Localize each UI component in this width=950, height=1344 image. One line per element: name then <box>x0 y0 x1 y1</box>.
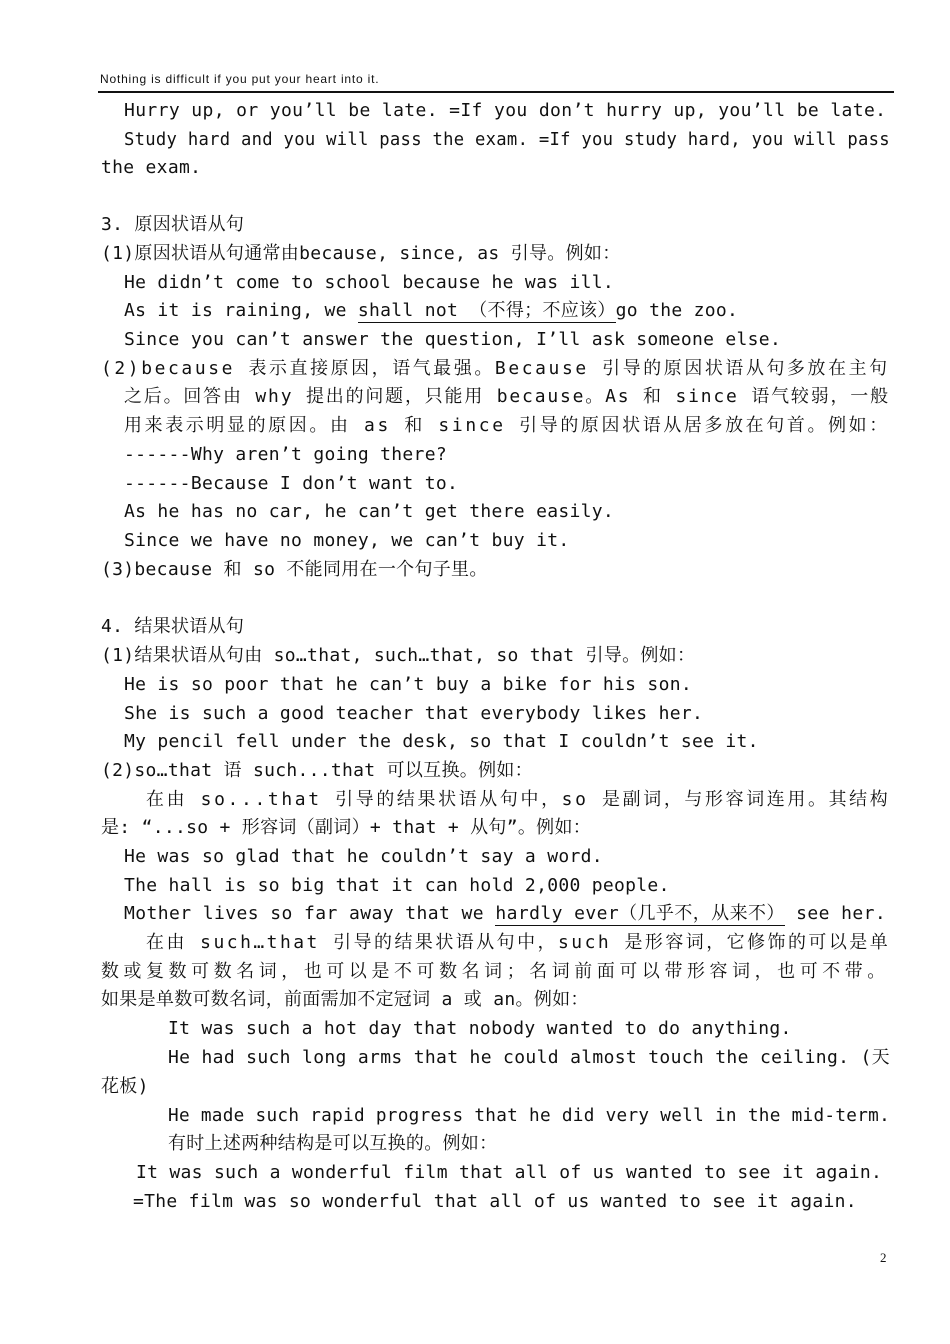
text-line: It was such a hot day that nobody wanted to do anything. <box>168 1018 792 1039</box>
text-line <box>124 900 886 928</box>
text-line: 数或复数可数名词，也可以是不可数名词；名词前面可以带形容词，也可不带。 <box>101 961 890 982</box>
text-segment: As it is raining, we <box>124 300 358 321</box>
text-line: Hurry up, or you’ll be late. =If you don’t hurry up, you’ll be late. <box>124 100 887 121</box>
text-line: 用来表示明显的原因。由 as 和 since 引导的原因状语从居多放在句首。例如： <box>124 415 890 436</box>
text-line: She is such a good teacher that everybody likes her. <box>124 703 704 724</box>
text-line: (1)原因状语从句通常由because, since, as 引导。例如： <box>101 243 621 264</box>
page-header: Nothing is difficult if you put your heart into it. <box>100 72 380 86</box>
text-line: My pencil fell under the desk, so that I couldn’t see it. <box>124 731 759 752</box>
text-line: 在由 such…that 引导的结果状语从句中，such 是形容词，它修饰的可以是单 <box>146 932 891 953</box>
text-line: Since you can’t answer the question, I’ll ask someone else. <box>124 329 782 350</box>
underlined-phrase: hardly ever（几乎不，从来不） <box>495 903 785 924</box>
text-line: He was so glad that he couldn’t say a word. <box>124 846 603 867</box>
text-segment: see her. <box>784 903 887 924</box>
text-line: (2)because 表示直接原因，语气最强。Because 引导的原因状语从句多放在主句 <box>101 358 890 379</box>
text-segment: Mother lives so far away that we <box>124 903 496 924</box>
header-rule <box>98 91 894 93</box>
text-line: (1)结果状语从句由 so…that, such…that, so that 引导。例如： <box>101 645 696 666</box>
text-line: Study hard and you will pass the exam. =If you study hard, you will pass <box>124 129 890 150</box>
text-line: ------Because I don’t want to. <box>124 473 459 494</box>
text-line: He is so poor that he can’t buy a bike for his son. <box>124 674 692 695</box>
text-line: Since we have no money, we can’t buy it. <box>124 530 570 551</box>
text-line: As he has no car, he can’t get there easily. <box>124 501 615 522</box>
text-segment: go the zoo. <box>615 300 739 321</box>
text-line: He didn’t come to school because he was ill. <box>124 272 615 293</box>
text-line: 3. 原因状语从句 <box>101 214 245 235</box>
text-line: 在由 so...that 引导的结果状语从句中，so 是副词，与形容词连用。其结构 <box>146 789 891 810</box>
text-line: =The film was so wonderful that all of us wanted to see it again. <box>133 1191 857 1212</box>
text-line: 有时上述两种结构是可以互换的。例如： <box>168 1133 498 1154</box>
text-line: 是: “...so + 形容词（副词）+ that + 从句”。例如： <box>101 817 592 838</box>
text-line: He made such rapid progress that he did very well in the mid-term. <box>168 1105 891 1126</box>
text-line: 4. 结果状语从句 <box>101 616 245 637</box>
underlined-phrase: shall not （不得；不应该） <box>357 300 616 321</box>
text-line <box>124 297 738 325</box>
text-line: ------Why aren’t going there? <box>124 444 447 465</box>
text-line: The hall is so big that it can hold 2,000 people. <box>124 875 670 896</box>
text-line: He had such long arms that he could almost touch the ceiling. (天 <box>168 1047 890 1068</box>
text-line: 之后。回答由 why 提出的问题，只能用 because。As 和 since 语气较弱，一般 <box>124 386 890 407</box>
text-line: (2)so…that 语 such...that 可以互换。例如： <box>101 760 533 781</box>
page-number: 2 <box>880 1250 887 1265</box>
text-line: It was such a wonderful film that all of us wanted to see it again. <box>136 1162 883 1183</box>
text-line: 如果是单数可数名词，前面需加不定冠词 a 或 an。例如： <box>101 989 589 1010</box>
text-line: 花板) <box>101 1076 149 1097</box>
text-line: the exam. <box>101 157 202 178</box>
text-line: (3)because 和 so 不能同用在一个句子里。 <box>101 559 488 580</box>
